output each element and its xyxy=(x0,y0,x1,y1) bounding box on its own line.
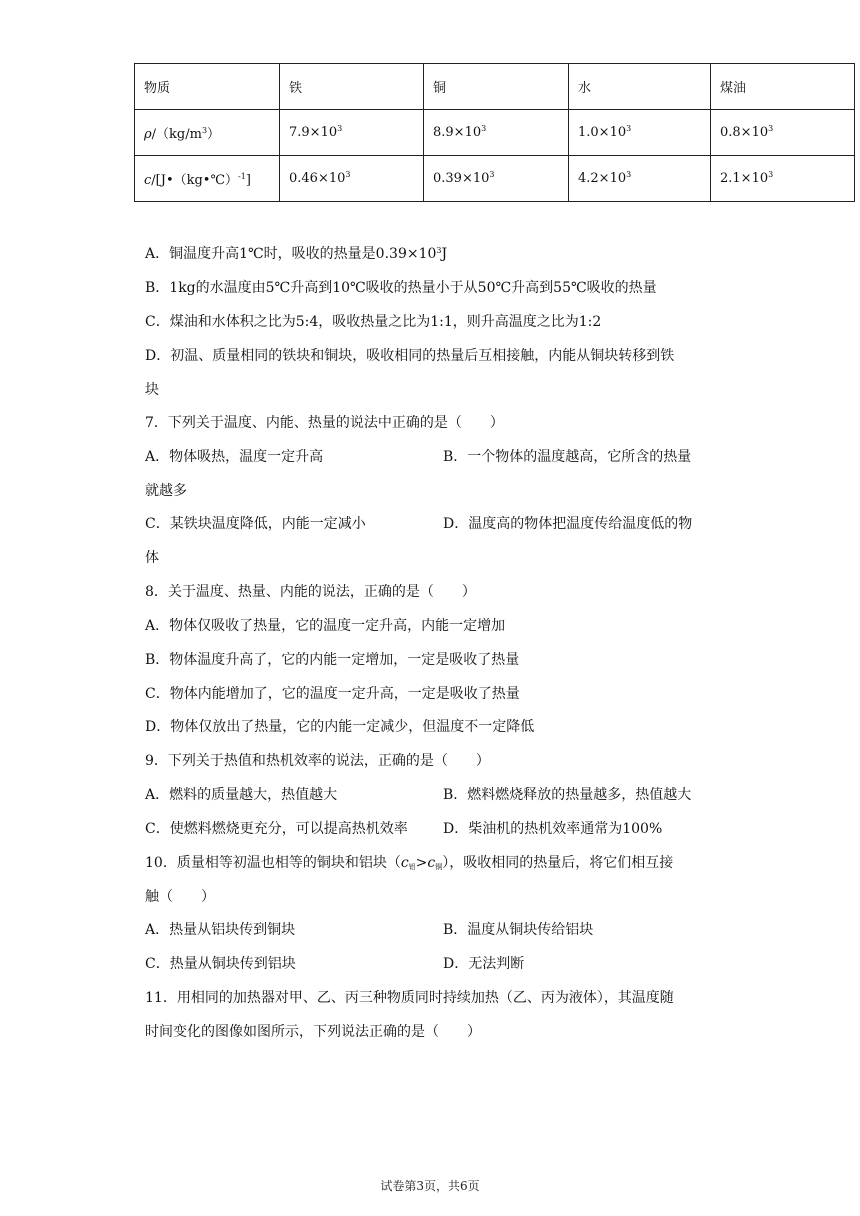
table-cell: $8.9\times 10^3$ xyxy=(424,110,569,156)
table-row xyxy=(135,64,855,110)
table-cell: $4.2\times 10^3$ xyxy=(569,156,711,202)
q6-option-a: A．铜温度升高1℃时，吸收的热量是$0.39\times 10^3J$ xyxy=(145,246,448,262)
q9-option-d: D．柴油机的热机效率通常为100% xyxy=(443,821,663,837)
q6-option-c: C．煤油和水体积之比为5:4，吸收热量之比为1:1，则升高温度之比为1:2 xyxy=(145,314,602,330)
q7-option-d-continued: 体 xyxy=(145,550,159,566)
q8-stem: 8．关于温度、热量、内能的说法，正确的是（ ） xyxy=(145,584,476,600)
q9-option-b: B．燃料燃烧释放的热量越多，热值越大 xyxy=(443,787,692,803)
table-cell: $2.1\times 10^3$ xyxy=(711,156,855,202)
q9-stem: 9．下列关于热值和热机效率的说法，正确的是（ ） xyxy=(145,753,490,769)
q9-option-a: A．燃料的质量越大，热值越大 xyxy=(145,787,338,803)
table-header-cell: 铜 xyxy=(424,64,569,110)
q10-stem-continued: 触（ ） xyxy=(145,889,215,905)
q8-option-b: B．物体温度升高了，它的内能一定增加，一定是吸收了热量 xyxy=(145,652,520,668)
table-cell: $0.39\times 10^3$ xyxy=(424,156,569,202)
q7-option-d: D．温度高的物体把温度传给温度低的物 xyxy=(443,516,693,532)
table-cell: $0.8\times 10^3$ xyxy=(711,110,855,156)
density-label: $\rho/(kg/m^3)$ xyxy=(135,110,280,156)
q11-stem: 11．用相同的加热器对甲、乙、丙三种物质同时持续加热（乙、丙为液体），其温度随 xyxy=(145,990,674,1006)
q7-stem: 7．下列关于温度、内能、热量的说法中正确的是（ ） xyxy=(145,415,504,431)
table-header-cell: 铁 xyxy=(280,64,424,110)
table-header-label: 物质 xyxy=(135,64,280,110)
table-row xyxy=(135,156,855,202)
table-cell: $0.46\times 10^3$ xyxy=(280,156,424,202)
q10-stem: 10．质量相等初温也相等的铜块和铝块$(c_铝>c_铜)$，吸收相同的热量后，将它们相互接 xyxy=(145,855,674,871)
q10-option-d: D．无法判断 xyxy=(443,956,525,972)
table-header-cell: 水 xyxy=(569,64,711,110)
table-row xyxy=(135,110,855,156)
q6-option-b: B．1kg的水温度由5℃升高到10℃吸收的热量小于从50℃升高到55℃吸收的热量 xyxy=(145,280,657,296)
q7-option-c: C．某铁块温度降低，内能一定减小 xyxy=(145,516,366,532)
q8-option-c: C．物体内能增加了，它的温度一定升高，一定是吸收了热量 xyxy=(145,686,520,702)
q6-option-d: D．初温、质量相同的铁块和铜块，吸收相同的热量后互相接触，内能从铜块转移到铁 xyxy=(145,348,675,364)
q7-option-a: A．物体吸热，温度一定升高 xyxy=(145,449,324,465)
table-cell: $7.9\times 10^3$ xyxy=(280,110,424,156)
q10-option-c: C．热量从铜块传到铝块 xyxy=(145,956,296,972)
table-header-cell: 煤油 xyxy=(711,64,855,110)
q11-stem-continued: 时间变化的图像如图所示，下列说法正确的是（ ） xyxy=(145,1024,481,1040)
q7-option-b: B．一个物体的温度越高，它所含的热量 xyxy=(443,449,692,465)
q6-option-d-continued: 块 xyxy=(145,382,159,398)
q8-option-d: D．物体仅放出了热量，它的内能一定减少，但温度不一定降低 xyxy=(145,719,535,735)
q10-option-b: B．温度从铜块传给铝块 xyxy=(443,922,594,938)
material-properties-table xyxy=(134,63,855,202)
page-footer: 试卷第3页，共6页 xyxy=(380,1179,480,1193)
q9-option-c: C．使燃料燃烧更充分，可以提高热机效率 xyxy=(145,821,408,837)
q7-option-b-continued: 就越多 xyxy=(145,483,187,499)
table-cell: $1.0\times 10^3$ xyxy=(569,110,711,156)
q8-option-a: A．物体仅吸收了热量，它的温度一定升高，内能一定增加 xyxy=(145,618,506,634)
specific-heat-label: c/[J•（kg•℃）$^{-1}$] xyxy=(135,156,280,202)
q10-option-a: A．热量从铝块传到铜块 xyxy=(145,922,296,938)
